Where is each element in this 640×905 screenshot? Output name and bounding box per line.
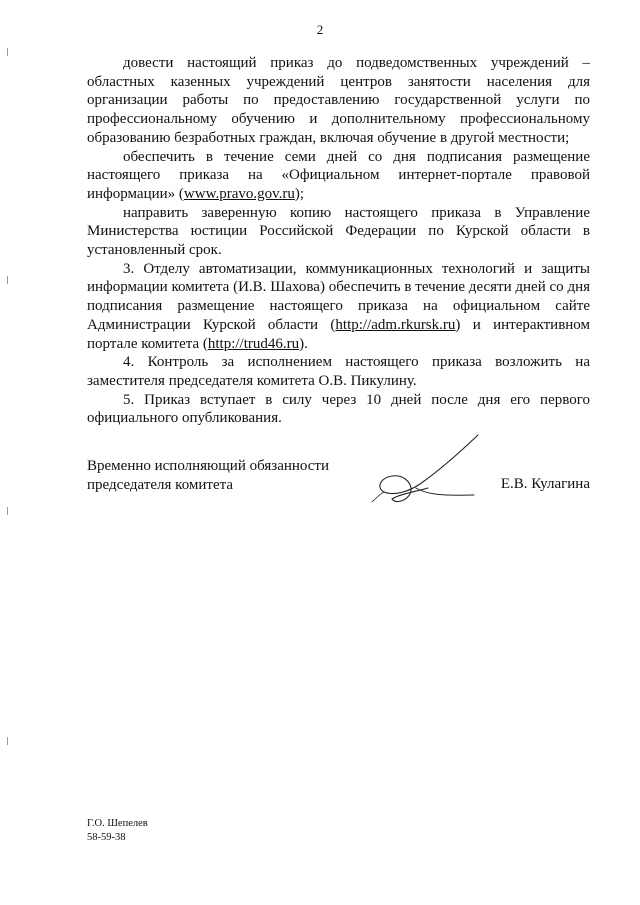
- executor-info: [87, 817, 148, 845]
- paragraph-text: 5. Приказ вступает в силу через 10 дней после дня его первого официального опубликования.: [87, 391, 590, 427]
- signatory-title: [87, 457, 329, 494]
- paragraph-text: );: [294, 185, 305, 202]
- paragraph-text: 3. Отделу автоматизации, коммуникационных технологий и защиты информации комитета (И.В. Шахова) обеспечить в течение десяти дней со дня подписания размещение настоящего приказа на официальном сайте Администрации Курской области (: [87, 260, 590, 333]
- paragraph-publish-portal: [87, 148, 590, 204]
- paragraph-text: направить заверенную копию настоящего приказа в Управление Министерства юстиции Российской Федерации по Курской области в установленный срок.: [87, 204, 590, 259]
- signatory-title-line-1: Временно исполняющий обязанности: [87, 458, 330, 474]
- paragraph-send-copy: [87, 204, 590, 260]
- link-adm-rkursk[interactable]: http://adm.rkursk.ru: [335, 316, 456, 333]
- paragraph-item-3: [87, 260, 590, 354]
- scan-margin-mark: [7, 48, 8, 56]
- scan-margin-mark: [7, 276, 8, 284]
- paragraph-text: ).: [299, 335, 308, 352]
- signatory-title-line-2: председателя комитета: [87, 476, 234, 493]
- link-pravo-gov[interactable]: www.pravo.gov.ru: [183, 185, 295, 202]
- link-trud46[interactable]: http://trud46.ru: [207, 335, 300, 352]
- paragraph-text: обеспечить в течение семи дней со дня подписания размещение настоящего приказа на «Официальном интернет-портале правовой информации» (: [87, 148, 590, 202]
- scan-margin-mark: [7, 507, 8, 515]
- paragraph-text: 4. Контроль за исполнением настоящего приказа возложить на заместителя председателя комитета О.В. Пикулину.: [87, 354, 590, 389]
- executor-phone: 58-59-38: [87, 832, 126, 843]
- scan-margin-mark: [7, 737, 8, 745]
- paragraph-item-5: [87, 391, 590, 428]
- paragraph-text: ) и интерактивном портале комитета (: [87, 316, 591, 352]
- paragraph-text: довести настоящий приказ до подведомственных учреждений – областных казенных учреждений центров занятости населения для организации работы по предоставлению государственной услуги по профессиональному обучению и дополнительному профессиональному образованию безработных граждан, включая обучение в другой местности;: [87, 55, 590, 146]
- signature-block: [87, 457, 590, 517]
- page-number: 2: [316, 22, 324, 37]
- handwritten-signature: [370, 432, 485, 512]
- paragraph-item-4: [87, 353, 590, 390]
- paragraph-bring-order: [87, 54, 590, 148]
- signatory-name: Е.В. Кулагина: [500, 476, 590, 492]
- document-body: [87, 54, 590, 428]
- executor-name: Г.О. Шепелев: [87, 818, 148, 829]
